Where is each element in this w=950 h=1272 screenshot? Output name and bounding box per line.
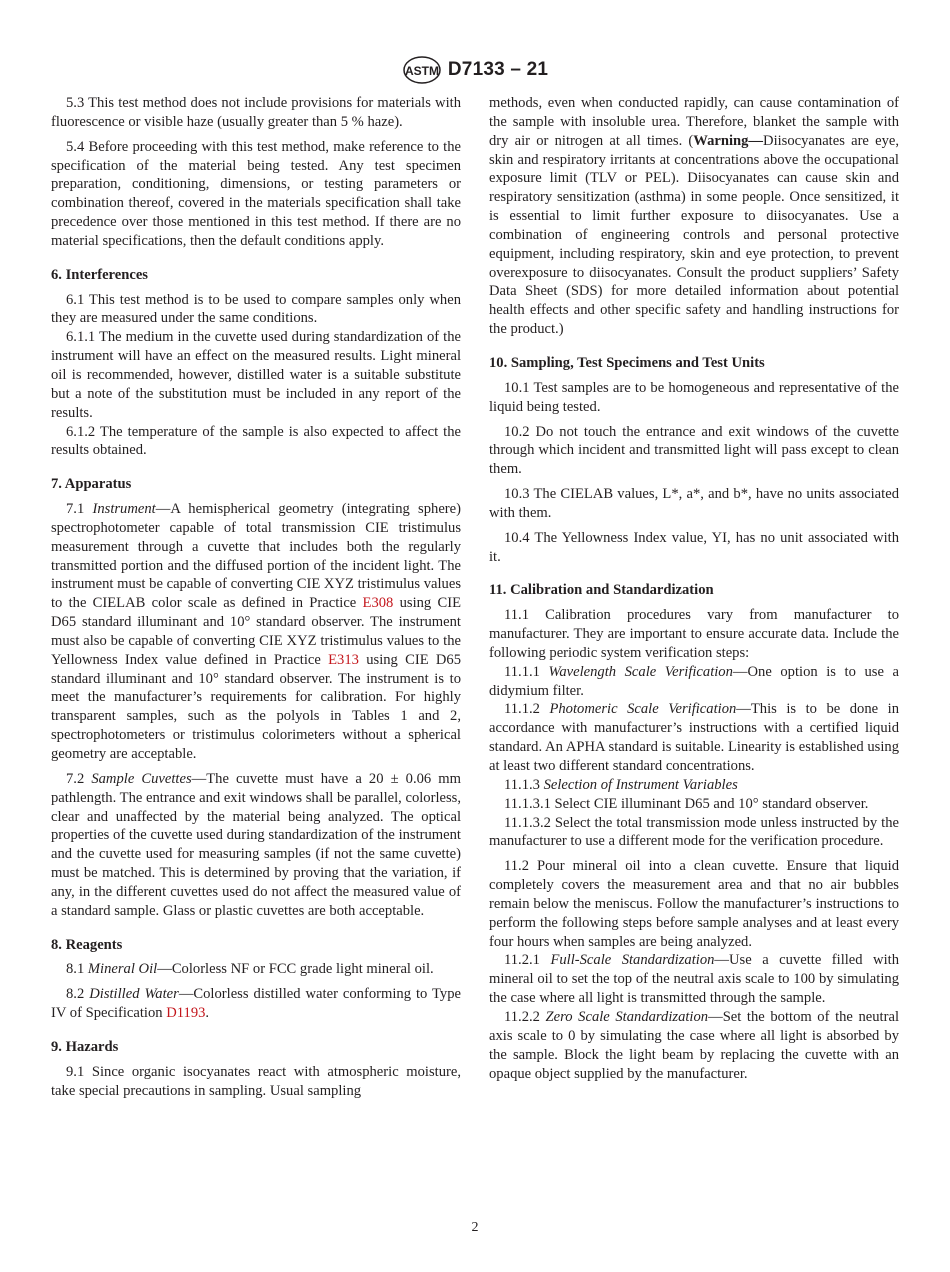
paragraph xyxy=(51,138,461,251)
paragraph xyxy=(489,379,899,417)
italic-run-in-title: Full-Scale Standardization xyxy=(550,952,715,969)
section-heading xyxy=(489,354,899,373)
text-run: 10. Sampling, Test Specimens and Test Units xyxy=(489,354,765,371)
paragraph xyxy=(51,291,461,329)
reference-link[interactable]: E313 xyxy=(328,651,359,668)
text-run: 8. Reagents xyxy=(51,936,123,953)
page-header xyxy=(0,55,950,85)
text-run: —Use a cuvette filled with mineral oil to set the top of the neutral axis scale to 100 by simulating the case where all light is transmitted through the sample. xyxy=(489,952,900,1007)
text-run: 6.1 This test method is to be used to compare samples only when they are measured under the same conditions. xyxy=(51,291,461,327)
section-heading xyxy=(51,475,461,494)
text-run: Diisocyanates are eye, skin and respiratory irritants at concentrations above the occupational exposure limit (TLV or PEL). Diisocyanates can cause skin and respiratory sensitization (asthma) in some people. Once sensitized, it is essential to limit further exposure to diisocyanates. Use a combination of engineering controls and personal protective equipment, including respiratory, skin and eye protection, to prevent overexposure to diisocyanates. Consult the product suppliers’ Safety Data Sheet (SDS) for more detailed information about potential health effects and other specific safety and handling instructions for the product.) xyxy=(489,132,900,338)
text-run: —Colorless NF or FCC grade light mineral oil. xyxy=(157,961,434,978)
italic-run-in-title: Wavelength Scale Verification xyxy=(548,663,733,680)
text-run: 11.1.3.2 Select the total transmission mode unless instructed by the manufacturer to use a different mode for the verification procedure. xyxy=(489,814,899,850)
paragraph xyxy=(489,1008,899,1083)
paragraph xyxy=(51,500,461,764)
text-run: 10.1 Test samples are to be homogeneous and representative of the liquid being tested. xyxy=(489,379,899,415)
text-run: 11. Calibration and Standardization xyxy=(489,582,714,599)
italic-run-in-title: Distilled Water xyxy=(89,986,179,1003)
paragraph xyxy=(489,485,899,523)
text-run: methods, even when conducted rapidly, can cause contamination of the sample with insoluble urea. Therefore, blanket the sample with dry air or nitrogen at all times. ( xyxy=(489,95,899,149)
text-run: 11.2.1 xyxy=(504,952,551,969)
text-run: 11.1 Calibration procedures vary from manufacturer to manufacturer. They are important to ensure accurate data. Include the following periodic system verification steps: xyxy=(489,607,899,661)
text-run: 11.1.2 xyxy=(504,701,550,718)
section-heading xyxy=(51,1038,461,1057)
paragraph xyxy=(489,529,899,567)
text-run: —The cuvette must have a 20 ± 0.06 mm pathlength. The entrance and exit windows shall be parallel, colorless, clear and unaffected by the material being analyzed. The optical properties of the cuvette used during standardization of the instrument and the cuvette used for measuring samples (if not the same cuvette) must be matched. This is determined by proving that the variation, if any, in the different cuvettes used do not affect the measured value of a standard sample. Glass or plastic cuvettes are both acceptable. xyxy=(51,770,461,919)
text-run: 9.1 Since organic isocyanates react with atmospheric moisture, take special precautions in sampling. Usual sampling xyxy=(51,1063,461,1099)
paragraph xyxy=(51,985,461,1023)
text-run: 6. Interferences xyxy=(51,266,148,283)
text-run: 10.2 Do not touch the entrance and exit windows of the cuvette through which incident and transmitted light will pass except to clean them. xyxy=(489,423,899,478)
text-run: 11.1.3 xyxy=(504,776,544,793)
text-run: 10.3 The CIELAB values, L*, a*, and b*, have no units associated with them. xyxy=(489,486,899,521)
paragraph xyxy=(51,1063,461,1101)
page-number: 2 xyxy=(471,1220,479,1235)
text-run: —Set the bottom of the neutral axis scale to 0 by simulating the case where all light is absorbed by the sample. Block the light beam by replacing the cuvette with an opaque object supplied by the manufacturer. xyxy=(489,1008,900,1082)
text-run: 6.1.1 The medium in the cuvette used during standardization of the instrument will have an effect on the measured results. Light mineral oil is recommended, however, distilled water is a suitable substitute but a note of the substitution must be included in any report of the results. xyxy=(51,329,461,421)
paragraph xyxy=(489,606,899,663)
text-run: 11.2.2 xyxy=(504,1008,546,1025)
text-run: 8.1 xyxy=(66,961,88,978)
text-run: 8.2 xyxy=(66,986,90,1003)
text-run: —A hemispherical geometry (integrating sphere) spectrophotometer capable of total transmission CIE tristimulus measurement through a cuvette that includes both the regularly transmitted portion and the diffused portion of the incident light. The instrument must be capable of converting CIE XYZ tristimulus values to the CIELAB color scale as defined in Practice xyxy=(51,501,461,612)
paragraph xyxy=(489,663,899,701)
text-run: 9. Hazards xyxy=(51,1038,119,1055)
text-run: 5.3 This test method does not include provisions for materials with fluorescence or visible haze (usually greater than 5 % haze). xyxy=(51,95,461,130)
text-run: —One option is to use a didymium filter. xyxy=(489,663,899,699)
text-run: 10.4 The Yellowness Index value, YI, has no unit associated with it. xyxy=(489,529,899,565)
text-run: 7.1 xyxy=(66,501,93,518)
paragraph xyxy=(489,814,899,852)
text-run: 11.1.1 xyxy=(504,663,549,680)
left-column xyxy=(51,94,461,1101)
paragraph xyxy=(489,776,899,795)
text-run: using CIE D65 standard illuminant and 10° standard observer. The instrument is to meet the manufacturer’s requirements for calibration. For highly transparent samples, such as the polyols in Tables 1 and 2, spectrophotometers or tristimulus colorimeters without a spherical geometry are acceptable. xyxy=(51,651,461,762)
text-run: . xyxy=(205,1005,210,1022)
paragraph xyxy=(51,770,461,921)
text-run: 11.1.3.1 Select CIE illuminant D65 and 10° standard observer. xyxy=(504,795,869,812)
paragraph xyxy=(489,857,899,951)
right-column xyxy=(489,94,899,1083)
paragraph xyxy=(51,960,461,979)
italic-run-in-title: Instrument xyxy=(92,501,156,518)
italic-run-in-title: Mineral Oil xyxy=(87,961,158,978)
warning-label: Warning— xyxy=(693,132,764,149)
paragraph xyxy=(51,423,461,461)
text-run: 7. Apparatus xyxy=(51,476,132,493)
svg-text:ASTM: ASTM xyxy=(404,64,439,78)
paragraph xyxy=(51,94,461,132)
paragraph xyxy=(51,328,461,422)
section-heading xyxy=(51,936,461,955)
paragraph xyxy=(489,700,899,775)
text-run: 5.4 Before proceeding with this test method, make reference to the specification of the material being tested. Any test specimen preparation, conditioning, dimensions, or testing parameters or combination thereof, covered in the materials specification shall take precedence over those mentioned in this test method. If there are no material specifications, then the default conditions apply. xyxy=(51,138,461,249)
text-run: 7.2 xyxy=(66,770,92,787)
text-run: using CIE D65 standard illuminant and 10° standard observer. The instrument must also be capable of converting CIE XYZ tristimulus values to the Yellowness Index value defined in Practice xyxy=(51,595,461,668)
section-heading xyxy=(489,581,899,600)
italic-run-in-title: Selection of Instrument Variables xyxy=(543,776,738,793)
astm-logo-icon xyxy=(402,55,442,85)
text-run: 11.2 Pour mineral oil into a clean cuvette. Ensure that liquid completely covers the measurement area and that no air bubbles remain below the meniscus. Follow the manufacturer’s instructions to perform the following steps before sample analyses and at least every four hours when samples are being analyzed. xyxy=(489,858,899,950)
paragraph xyxy=(489,94,899,339)
italic-run-in-title: Zero Scale Standardization xyxy=(545,1008,709,1025)
reference-link[interactable]: E308 xyxy=(362,595,394,612)
reference-link[interactable]: D1193 xyxy=(166,1005,206,1022)
text-run: —This is to be done in accordance with manufacturer’s instructions with a certified liquid standard. An APHA standard is suitable. Linearity is established using at least two different standard concentrations. xyxy=(489,701,899,774)
paragraph xyxy=(489,795,899,814)
italic-run-in-title: Sample Cuvettes xyxy=(91,770,192,787)
document-id: D7133 – 21 xyxy=(447,59,549,80)
text-run: —Colorless distilled water conforming to Type IV of Specification xyxy=(51,986,462,1022)
paragraph xyxy=(489,951,899,1008)
paragraph xyxy=(489,423,899,480)
italic-run-in-title: Photomeric Scale Verification xyxy=(549,701,737,718)
text-run: 6.1.2 The temperature of the sample is also expected to affect the results obtained. xyxy=(51,423,461,459)
section-heading xyxy=(51,266,461,285)
